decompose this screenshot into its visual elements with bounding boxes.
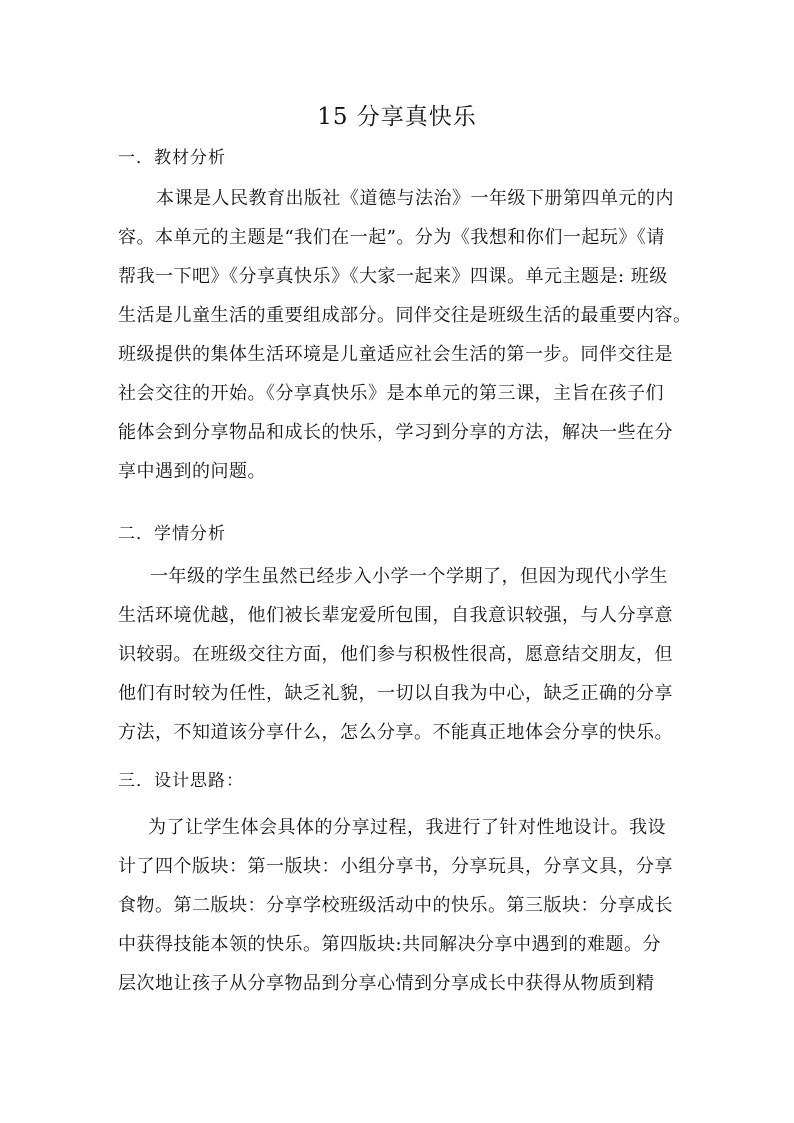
section-body-textbook-analysis [118, 179, 692, 491]
paragraph-line: 方法，不知道该分享什么，怎么分享。不能真正地体会分享的快乐。 [118, 722, 673, 743]
paragraph-line: 为了让学生体会具体的分享过程，我进行了针对性地设计。我设 [148, 817, 666, 838]
paragraph-line: 本课是人民教育出版社《道德与法治》一年级下册第四单元的内 [156, 188, 674, 209]
paragraph-line: 容。本单元的主题是“我们在一起”。分为《我想和你们一起玩》《请 [118, 227, 665, 248]
section-heading-design-ideas: 三．设计思路： [118, 771, 244, 791]
paragraph-line: 他们有时较为任性，缺乏礼貌，一切以自我为中心，缺乏正确的分享 [118, 683, 673, 704]
section-body-student-analysis [118, 557, 678, 752]
paragraph-line: 享中遇到的问题。 [118, 461, 266, 482]
paragraph-line: 中获得技能本领的快乐。第四版块:共同解决分享中遇到的难题。分 [118, 934, 662, 955]
paragraph-line: 帮我一下吧》《分享真快乐》《大家一起来》四课。单元主题是: 班级 [118, 266, 668, 287]
paragraph-line: 班级提供的集体生活环境是儿童适应社会生活的第一步。同伴交往是 [118, 344, 673, 365]
section-body-design-ideas [118, 808, 678, 1003]
paragraph-line: 识较弱。在班级交往方面，他们参与积极性很高，愿意结交朋友，但 [118, 644, 673, 665]
document-title: 15 分享真快乐 [317, 104, 477, 130]
paragraph-line: 社会交往的开始。《分享真快乐》是本单元的第三课，主旨在孩子们 [118, 383, 664, 404]
paragraph-line: 一年级的学生虽然已经步入小学一个学期了，但因为现代小学生 [150, 566, 668, 587]
paragraph-line: 生活环境优越，他们被长辈宠爱所包围，自我意识较强，与人分享意 [118, 605, 673, 626]
paragraph-line: 能体会到分享物品和成长的快乐，学习到分享的方法，解决一些在分 [118, 422, 673, 443]
paragraph-line: 食物。第二版块：分享学校班级活动中的快乐。第三版块：分享成长 [118, 895, 673, 916]
paragraph-line: 层次地让孩子从分享物品到分享心情到分享成长中获得从物质到精 [118, 973, 655, 994]
section-heading-textbook-analysis: 一．教材分析 [118, 148, 226, 168]
paragraph-line: 生活是儿童生活的重要组成部分。同伴交往是班级生活的最重要内容。 [118, 305, 692, 326]
section-heading-student-analysis: 二．学情分析 [118, 524, 226, 544]
paragraph-line: 计了四个版块：第一版块：小组分享书，分享玩具，分享文具，分享 [118, 856, 673, 877]
